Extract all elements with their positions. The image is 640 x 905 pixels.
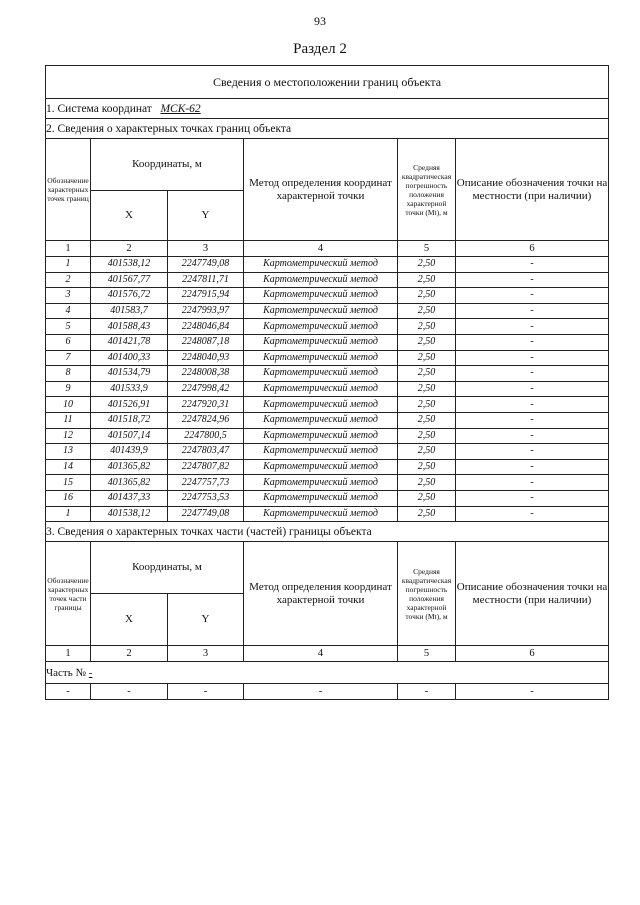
part-data-row [46, 684, 609, 700]
part-label: Часть № [46, 666, 86, 679]
col-number: 6 [456, 646, 609, 662]
coord-x: 401400,33 [91, 350, 168, 366]
coord-x: 401518,72 [91, 412, 168, 428]
col-number: 4 [244, 646, 398, 662]
table-row [46, 490, 609, 506]
accuracy: 2,50 [398, 319, 456, 335]
method: Картометрический метод [244, 444, 398, 460]
description: - [456, 334, 609, 350]
coord-x: 401365,82 [91, 459, 168, 475]
accuracy: 2,50 [398, 288, 456, 304]
col-number: 1 [46, 646, 91, 662]
coord-x: 401507,14 [91, 428, 168, 444]
part-value: - [88, 666, 93, 679]
coord-y: 2248046,84 [168, 319, 244, 335]
method: Картометрический метод [244, 412, 398, 428]
header2-description: Описание обозначения точки на местности (при наличии) [456, 542, 609, 646]
table-row [46, 319, 609, 335]
table-row [46, 303, 609, 319]
coord-y: 2247920,31 [168, 397, 244, 413]
coord-x: 401583,7 [91, 303, 168, 319]
coord-y: 2247915,94 [168, 288, 244, 304]
table-row [46, 475, 609, 491]
accuracy: 2,50 [398, 366, 456, 382]
col-number: 2 [91, 241, 168, 257]
point-number: 12 [46, 428, 91, 444]
part-cell: - [168, 684, 244, 700]
coord-system-value: МСК-62 [160, 102, 201, 115]
part-cell: - [456, 684, 609, 700]
method: Картометрический метод [244, 334, 398, 350]
table-row [46, 428, 609, 444]
col-number: 5 [398, 646, 456, 662]
accuracy: 2,50 [398, 272, 456, 288]
point-number: 13 [46, 444, 91, 460]
col-number: 3 [168, 646, 244, 662]
coord-x: 401588,43 [91, 319, 168, 335]
table-row [46, 257, 609, 273]
header2-accuracy: Средняя квадратическая погрешность положения характерной точки (Mt), м [398, 542, 456, 646]
description: - [456, 412, 609, 428]
coord-y: 2247807,82 [168, 459, 244, 475]
description: - [456, 428, 609, 444]
description: - [456, 381, 609, 397]
coord-system-row [46, 99, 609, 119]
col-number: 6 [456, 241, 609, 257]
description: - [456, 366, 609, 382]
method: Картометрический метод [244, 397, 398, 413]
table-row [46, 366, 609, 382]
accuracy: 2,50 [398, 381, 456, 397]
accuracy: 2,50 [398, 257, 456, 273]
point-number: 5 [46, 319, 91, 335]
method: Картометрический метод [244, 506, 398, 522]
point-number: 16 [46, 490, 91, 506]
description: - [456, 397, 609, 413]
description: - [456, 459, 609, 475]
coord-y: 2248040,93 [168, 350, 244, 366]
part-number-row [46, 662, 609, 684]
point-number: 4 [46, 303, 91, 319]
coord-x: 401538,12 [91, 506, 168, 522]
method: Картометрический метод [244, 490, 398, 506]
coord-y: 2248008,38 [168, 366, 244, 382]
coord-y: 2247800,5 [168, 428, 244, 444]
col-number: 3 [168, 241, 244, 257]
method: Картометрический метод [244, 475, 398, 491]
coord-y: 2247803,47 [168, 444, 244, 460]
coord-x: 401567,77 [91, 272, 168, 288]
accuracy: 2,50 [398, 459, 456, 475]
point-number: 2 [46, 272, 91, 288]
header-point-designation: Обозначение характерных точек границ [46, 139, 91, 241]
point-number: 6 [46, 334, 91, 350]
method: Картометрический метод [244, 319, 398, 335]
part-cell: - [244, 684, 398, 700]
coord-x: 401538,12 [91, 257, 168, 273]
coord-y: 2247824,96 [168, 412, 244, 428]
coord-x: 401534,79 [91, 366, 168, 382]
description: - [456, 444, 609, 460]
accuracy: 2,50 [398, 334, 456, 350]
method: Картометрический метод [244, 381, 398, 397]
header2-x: X [91, 594, 168, 646]
header-method: Метод определения координат характерной точки [244, 139, 398, 241]
coord-y: 2247998,42 [168, 381, 244, 397]
description: - [456, 303, 609, 319]
part-cell: - [91, 684, 168, 700]
col-number: 1 [46, 241, 91, 257]
header2-coordinates: Координаты, м [91, 542, 244, 594]
table-row [46, 381, 609, 397]
column-numbers-row-2 [46, 646, 609, 662]
point-number: 11 [46, 412, 91, 428]
point-number: 7 [46, 350, 91, 366]
coord-x: 401437,33 [91, 490, 168, 506]
point-number: 8 [46, 366, 91, 382]
method: Картометрический метод [244, 288, 398, 304]
table-row [46, 459, 609, 475]
coord-y: 2247757,73 [168, 475, 244, 491]
header-accuracy: Средняя квадратическая погрешность положения характерной точки (Mt), м [398, 139, 456, 241]
header-y: Y [168, 191, 244, 241]
points-rows [46, 257, 609, 522]
header2-point-designation: Обозначение характерных точек части границы [46, 542, 91, 646]
description: - [456, 350, 609, 366]
point-number: 3 [46, 288, 91, 304]
method: Картометрический метод [244, 257, 398, 273]
coord-y: 2248087,18 [168, 334, 244, 350]
section-title: Раздел 2 [293, 41, 347, 57]
accuracy: 2,50 [398, 303, 456, 319]
table-row [46, 334, 609, 350]
method: Картометрический метод [244, 350, 398, 366]
description: - [456, 490, 609, 506]
header-x: X [91, 191, 168, 241]
method: Картометрический метод [244, 272, 398, 288]
accuracy: 2,50 [398, 490, 456, 506]
coord-y: 2247811,71 [168, 272, 244, 288]
point-number: 15 [46, 475, 91, 491]
accuracy: 2,50 [398, 350, 456, 366]
coord-x: 401421,78 [91, 334, 168, 350]
point-number: 1 [46, 506, 91, 522]
description: - [456, 272, 609, 288]
part-section-title: 3. Сведения о характерных точках части (частей) границы объекта [46, 522, 609, 542]
column-numbers-row [46, 241, 609, 257]
coord-system-label: 1. Система координат [46, 102, 152, 115]
header2-method: Метод определения координат характерной точки [244, 542, 398, 646]
part-cell: - [46, 684, 91, 700]
coord-x: 401576,72 [91, 288, 168, 304]
table-row [46, 350, 609, 366]
coord-x: 401526,91 [91, 397, 168, 413]
table-row [46, 397, 609, 413]
table-title: Сведения о местоположении границ объекта [46, 66, 609, 99]
page-number: 93 [314, 14, 326, 28]
header-coordinates: Координаты, м [91, 139, 244, 191]
table-row [46, 272, 609, 288]
header2-y: Y [168, 594, 244, 646]
point-number: 14 [46, 459, 91, 475]
method: Картометрический метод [244, 303, 398, 319]
coord-y: 2247993,97 [168, 303, 244, 319]
accuracy: 2,50 [398, 412, 456, 428]
points-section-title: 2. Сведения о характерных точках границ объекта [46, 119, 609, 139]
col-number: 2 [91, 646, 168, 662]
coord-x: 401439,9 [91, 444, 168, 460]
col-number: 5 [398, 241, 456, 257]
description: - [456, 288, 609, 304]
accuracy: 2,50 [398, 506, 456, 522]
accuracy: 2,50 [398, 475, 456, 491]
description: - [456, 475, 609, 491]
accuracy: 2,50 [398, 444, 456, 460]
table-row [46, 412, 609, 428]
coord-x: 401365,82 [91, 475, 168, 491]
header-description: Описание обозначения точки на местности (при наличии) [456, 139, 609, 241]
description: - [456, 506, 609, 522]
accuracy: 2,50 [398, 397, 456, 413]
point-number: 9 [46, 381, 91, 397]
description: - [456, 319, 609, 335]
coord-y: 2247749,08 [168, 257, 244, 273]
coord-y: 2247753,53 [168, 490, 244, 506]
accuracy: 2,50 [398, 428, 456, 444]
method: Картометрический метод [244, 428, 398, 444]
method: Картометрический метод [244, 459, 398, 475]
boundary-table [45, 65, 609, 700]
col-number: 4 [244, 241, 398, 257]
description: - [456, 257, 609, 273]
coord-y: 2247749,08 [168, 506, 244, 522]
point-number: 10 [46, 397, 91, 413]
table-row [46, 506, 609, 522]
table-row [46, 288, 609, 304]
part-cell: - [398, 684, 456, 700]
point-number: 1 [46, 257, 91, 273]
coord-x: 401533,9 [91, 381, 168, 397]
method: Картометрический метод [244, 366, 398, 382]
table-row [46, 444, 609, 460]
